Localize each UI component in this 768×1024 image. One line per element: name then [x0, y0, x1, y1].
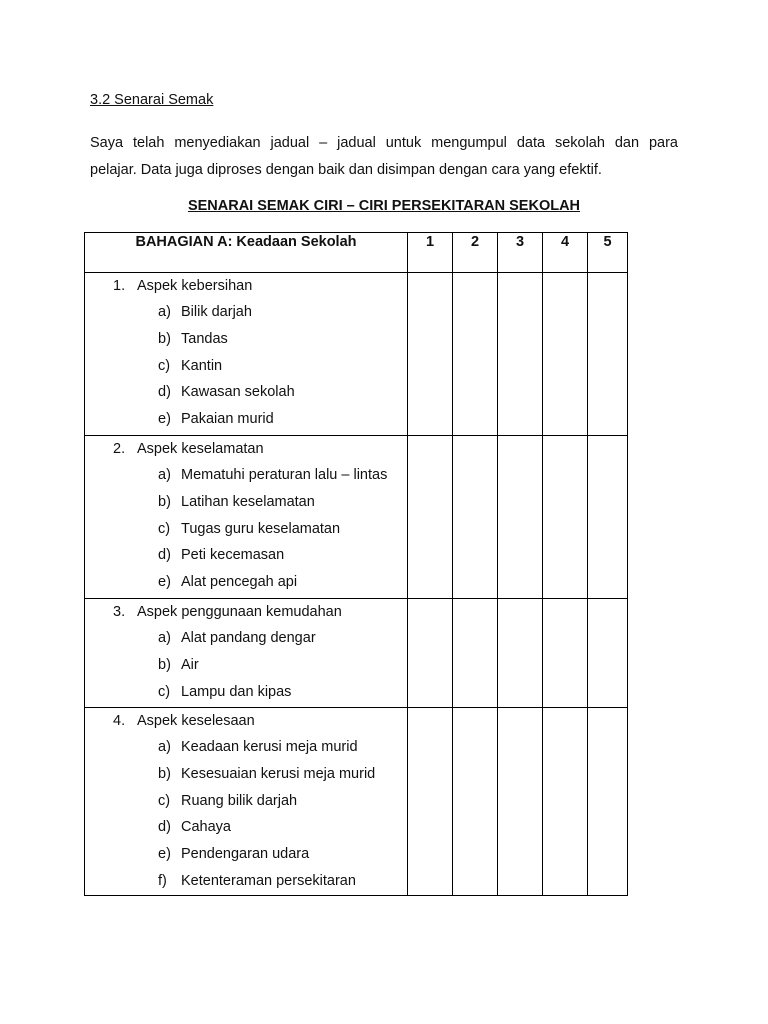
checklist-table [84, 232, 628, 896]
item-letter: a) [158, 467, 171, 483]
score-cell-3[interactable] [498, 436, 543, 599]
score-cell-1[interactable] [408, 436, 453, 599]
list-item [85, 734, 407, 761]
table-row [85, 599, 628, 708]
score-cell-3[interactable] [498, 599, 543, 708]
score-cell-5[interactable] [588, 436, 628, 599]
item-letter: c) [158, 520, 171, 537]
list-item [85, 761, 407, 788]
section-number: 1. [113, 278, 126, 294]
list-item [85, 814, 407, 841]
item-text: Alat pandang dengar [181, 630, 316, 646]
score-cell-1[interactable] [408, 273, 453, 436]
header-score-1: 1 [408, 233, 453, 273]
paragraph-line-1: Saya telah menyediakan jadual – jadual untuk mengumpul data sekolah dan para [90, 135, 678, 151]
section-heading: 3.2 Senarai Semak [90, 92, 214, 108]
item-text: Tugas guru keselamatan [181, 520, 341, 537]
score-cell-2[interactable] [453, 436, 498, 599]
item-text: Kawasan sekolah [181, 384, 295, 401]
score-cell-5[interactable] [588, 599, 628, 708]
score-cell-1[interactable] [408, 708, 453, 896]
score-cell-4[interactable] [543, 708, 588, 896]
list-item [85, 569, 407, 596]
item-text: Peti kecemasan [181, 547, 285, 564]
list-item [85, 406, 407, 433]
item-text: Ruang bilik darjah [181, 792, 298, 809]
score-cell-4[interactable] [543, 273, 588, 436]
score-cell-2[interactable] [453, 708, 498, 896]
table-row [85, 708, 628, 896]
list-item [85, 299, 407, 326]
list-item [85, 841, 407, 868]
item-letter: d) [158, 819, 171, 836]
item-text: Mematuhi peraturan lalu – lintas [181, 467, 388, 483]
score-cell-3[interactable] [498, 708, 543, 896]
section-cell-penggunaan-kemudahan [85, 599, 408, 708]
section-title [85, 436, 407, 462]
item-text: Lampu dan kipas [181, 683, 292, 700]
item-letter: f) [158, 872, 167, 889]
header-score-5: 5 [588, 233, 628, 273]
item-letter: e) [158, 846, 171, 863]
section-cell-keselesaan [85, 708, 408, 896]
section-title-text: Aspek keselamatan [137, 441, 264, 457]
item-letter: a) [158, 739, 171, 755]
item-letter: b) [158, 656, 171, 673]
item-text: Keadaan kerusi meja murid [181, 739, 358, 755]
section-title [85, 273, 407, 299]
section-title [85, 599, 407, 625]
item-letter: b) [158, 765, 171, 782]
section-cell-keselamatan [85, 436, 408, 599]
list-item [85, 379, 407, 406]
list-item [85, 542, 407, 569]
score-cell-2[interactable] [453, 599, 498, 708]
item-text: Cahaya [181, 819, 231, 836]
item-text: Latihan keselamatan [181, 493, 315, 510]
section-number: 3. [113, 604, 126, 620]
score-cell-4[interactable] [543, 436, 588, 599]
item-letter: b) [158, 330, 171, 347]
item-letter: d) [158, 384, 171, 401]
score-cell-3[interactable] [498, 273, 543, 436]
item-letter: c) [158, 683, 171, 700]
header-score-3: 3 [498, 233, 543, 273]
score-cell-4[interactable] [543, 599, 588, 708]
section-cell-kebersihan [85, 273, 408, 436]
header-section-label: BAHAGIAN A: Keadaan Sekolah [85, 233, 408, 273]
item-text: Pakaian murid [181, 411, 274, 428]
item-text: Bilik darjah [181, 304, 252, 320]
item-letter: a) [158, 630, 171, 646]
list-item [85, 868, 407, 895]
header-score-2: 2 [453, 233, 498, 273]
score-cell-5[interactable] [588, 273, 628, 436]
list-item [85, 679, 407, 706]
section-number: 4. [113, 713, 126, 729]
score-cell-1[interactable] [408, 599, 453, 708]
list-item [85, 353, 407, 380]
list-item [85, 652, 407, 679]
section-title-text: Aspek keselesaan [137, 713, 255, 729]
item-letter: e) [158, 411, 171, 428]
header-score-4: 4 [543, 233, 588, 273]
list-item [85, 788, 407, 815]
section-number: 2. [113, 441, 126, 457]
list-item [85, 326, 407, 353]
item-text: Kantin [181, 357, 223, 374]
section-title-text: Aspek kebersihan [137, 278, 253, 294]
score-cell-2[interactable] [453, 273, 498, 436]
score-cell-5[interactable] [588, 708, 628, 896]
item-letter: c) [158, 357, 171, 374]
table-header-row [85, 233, 628, 273]
item-text: Air [181, 656, 199, 673]
table-row [85, 436, 628, 599]
table-row [85, 273, 628, 436]
table-title-text: SENARAI SEMAK CIRI – CIRI PERSEKITARAN SEKOLAH [187, 198, 581, 214]
item-letter: d) [158, 547, 171, 564]
section-title-text: Aspek penggunaan kemudahan [137, 604, 342, 620]
item-text: Kesesuaian kerusi meja murid [181, 765, 376, 782]
list-item [85, 625, 407, 652]
item-letter: a) [158, 304, 171, 320]
section-title [85, 708, 407, 734]
item-text: Alat pencegah api [181, 574, 298, 591]
item-letter: c) [158, 792, 171, 809]
list-item [85, 489, 407, 516]
paragraph-line-2: pelajar. Data juga diproses dengan baik dan disimpan dengan cara yang efektif. [90, 162, 602, 178]
item-text: Pendengaran udara [181, 846, 310, 863]
item-letter: e) [158, 574, 171, 591]
item-text: Ketenteraman persekitaran [181, 872, 356, 889]
item-text: Tandas [181, 330, 228, 347]
list-item [85, 516, 407, 543]
list-item [85, 462, 407, 489]
intro-paragraph [90, 130, 678, 184]
table-title [90, 198, 678, 214]
item-letter: b) [158, 493, 171, 510]
